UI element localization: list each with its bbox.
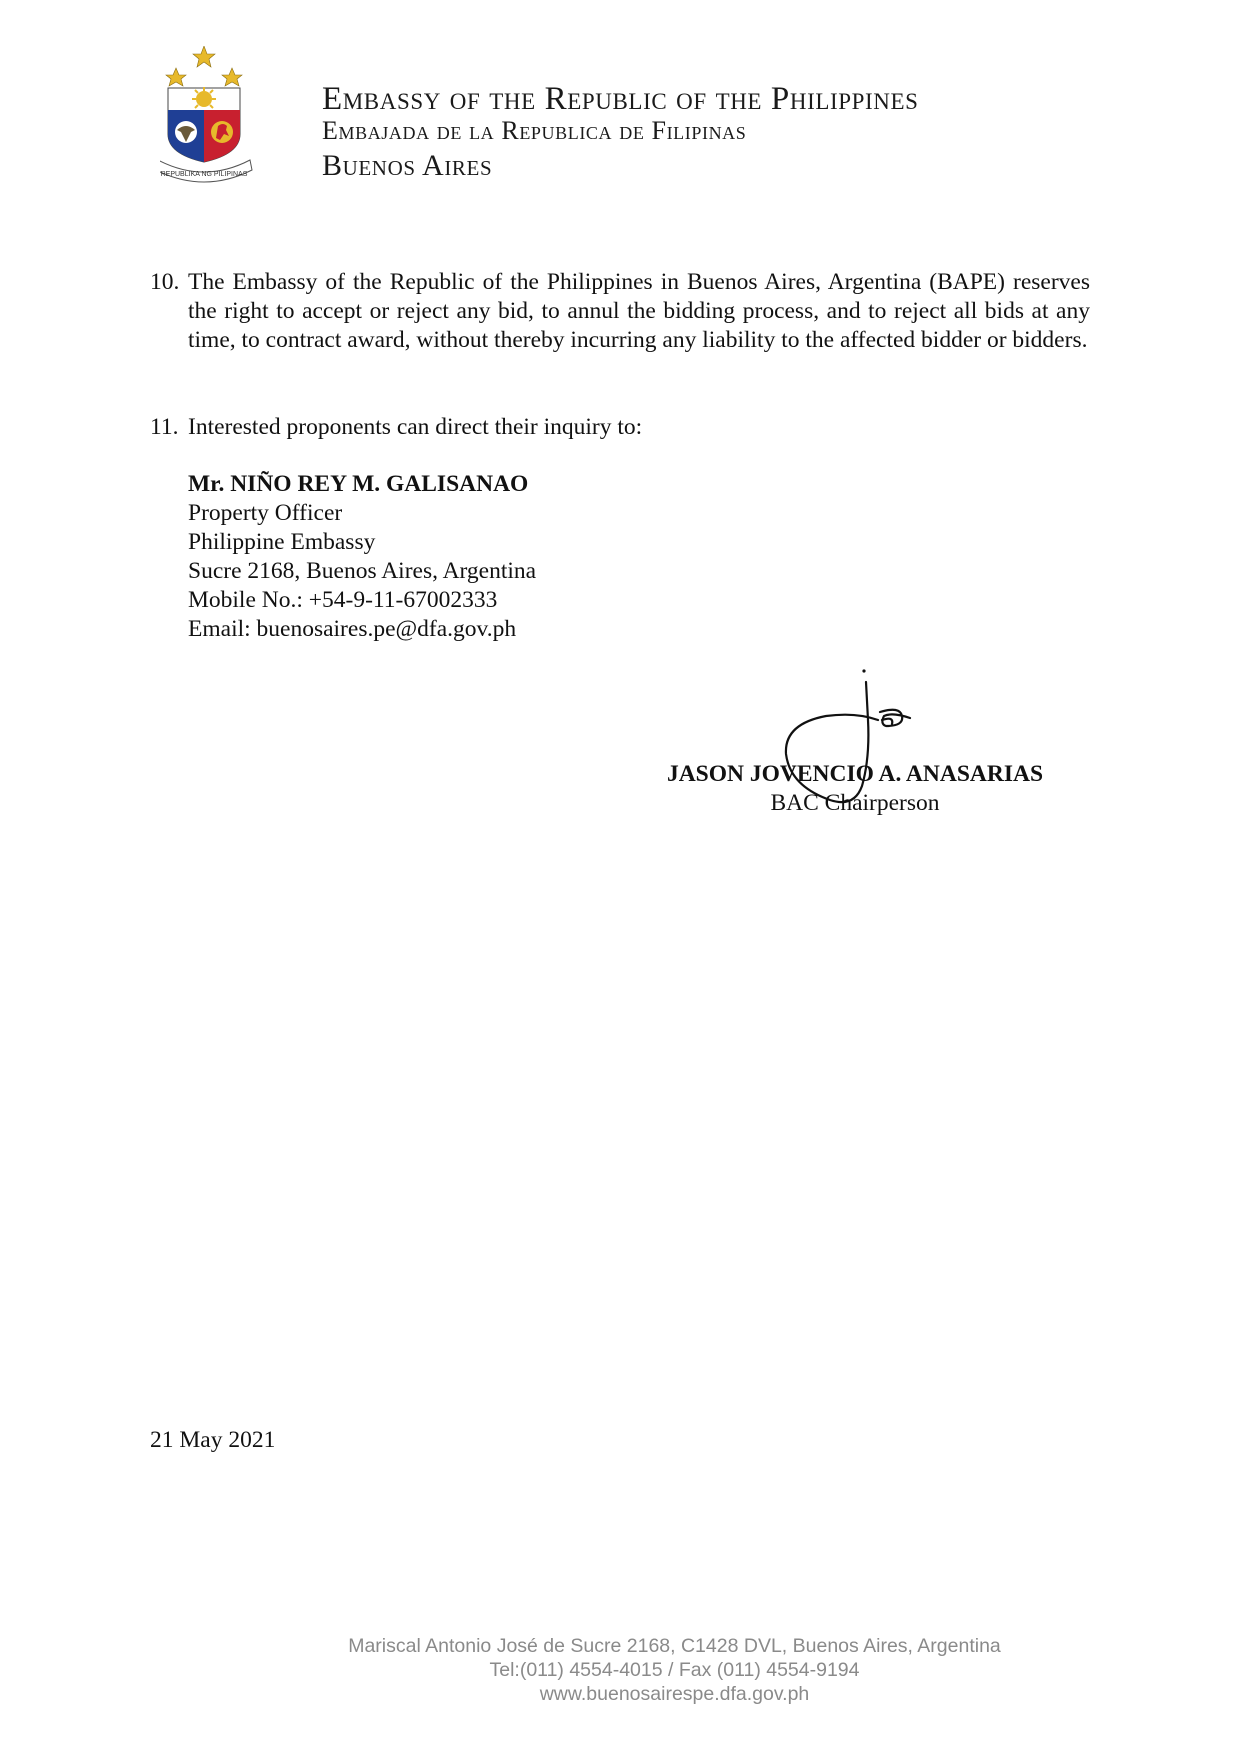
footer-phone: Tel:(011) 4554-4015 / Fax (011) 4554-9194 — [489, 1659, 860, 1681]
contact-office: Philippine Embassy — [188, 529, 376, 555]
letterhead-city: Buenos Aires — [322, 149, 493, 182]
list-item-number: 10. — [150, 269, 180, 295]
list-item-text: The Embassy of the Republic of the Philippines in Buenos Aires, Argentina (BAPE) reserves the right to accept or reject any bid, to annul the bidding process, and to reject all bids at any time, to contract award, without thereby incurring any liability to the affected bidder or bidders. — [188, 269, 1090, 353]
list-item-number: 11. — [150, 414, 179, 440]
signatory-title: BAC Chairperson — [770, 790, 940, 816]
footer-website: www.buenosairespe.dfa.gov.ph — [539, 1683, 810, 1705]
footer-address: Mariscal Antonio José de Sucre 2168, C1428 DVL, Buenos Aires, Argentina — [348, 1635, 1001, 1657]
signatory-name: JASON JOVENCIO A. ANASARIAS — [666, 761, 1044, 787]
contact-name: Mr. NIÑO REY M. GALISANAO — [188, 471, 529, 497]
coat-of-arms-seal — [160, 46, 292, 186]
star-icon — [222, 68, 242, 86]
contact-block — [188, 470, 536, 644]
star-icon — [193, 46, 215, 67]
footer — [0, 1634, 1239, 1706]
letterhead — [322, 82, 919, 184]
seal-scroll-text: REPUBLIKA NG PILIPINAS — [160, 171, 248, 178]
star-icon — [166, 68, 186, 86]
list-item-text: Interested proponents can direct their inquiry to: — [188, 414, 643, 440]
contact-address: Sucre 2168, Buenos Aires, Argentina — [188, 558, 537, 584]
handwritten-signature — [760, 668, 930, 818]
list-item — [150, 413, 1090, 442]
document-date: 21 May 2021 — [150, 1427, 276, 1453]
contact-title: Property Officer — [188, 500, 343, 526]
letterhead-embassy-english: Embassy of the Republic of the Philippines — [322, 81, 919, 117]
contact-mobile: Mobile No.: +54-9-11-67002333 — [188, 587, 498, 613]
contact-email: Email: buenosaires.pe@dfa.gov.ph — [188, 616, 517, 642]
sun-icon — [196, 91, 212, 107]
letterhead-embassy-spanish: Embajada de la Republica de Filipinas — [322, 116, 747, 145]
list-item — [150, 268, 1090, 355]
